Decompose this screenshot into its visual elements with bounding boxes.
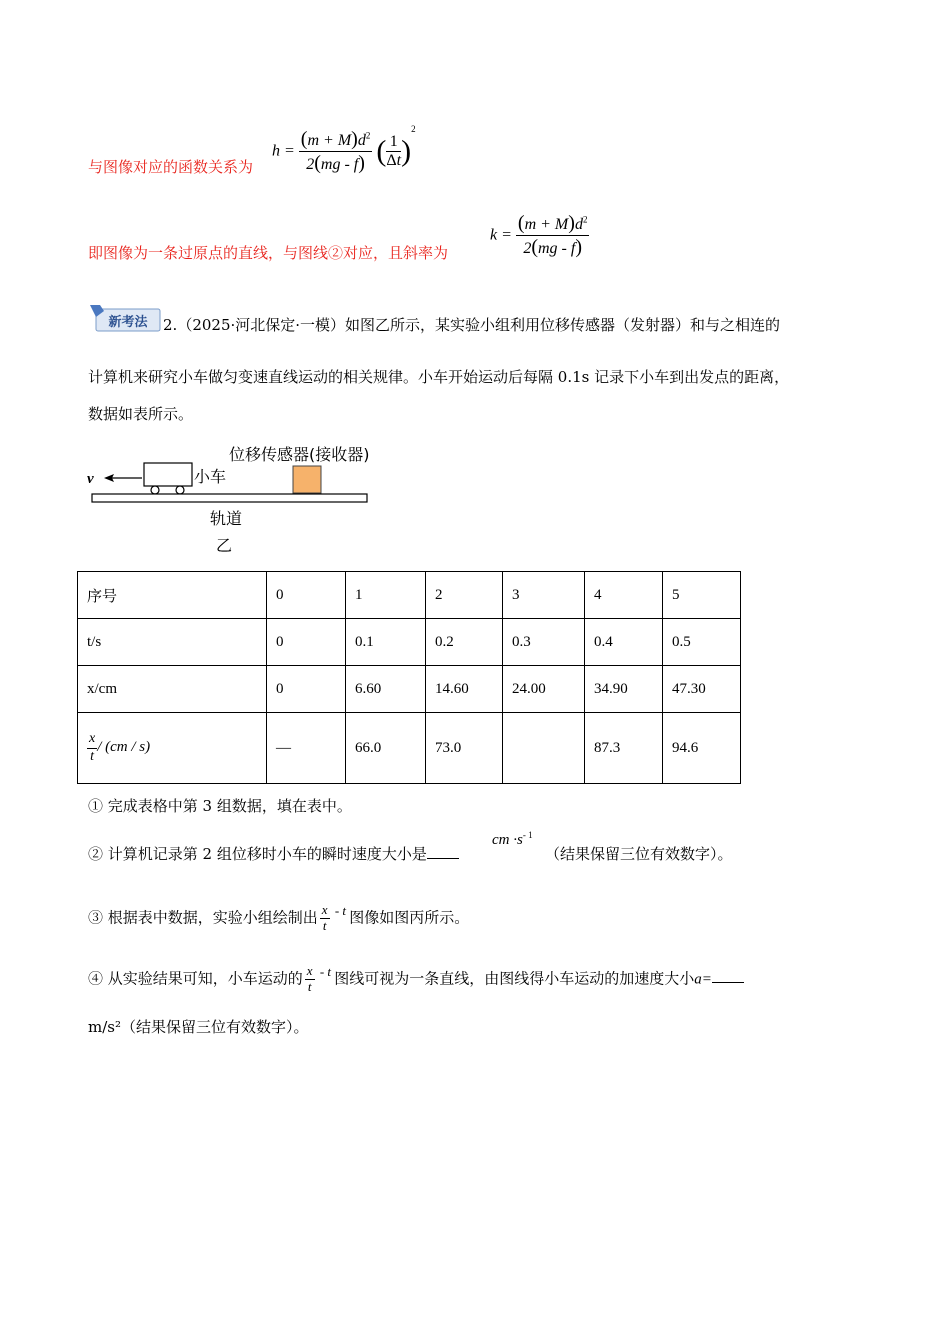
- question-line-2: 计算机来研究小车做匀变速直线运动的相关规律。小车开始运动后每隔 0.1s 记录下小车到出发点的距离，: [88, 368, 790, 386]
- table-cell: 5: [663, 572, 741, 619]
- table-cell: 6.60: [346, 666, 426, 713]
- table-cell: 0: [267, 666, 346, 713]
- table-cell: 66.0: [346, 713, 426, 784]
- badge-icon: [88, 303, 162, 333]
- formula-h-fraction: $\frac{(m + M)d^2}{2(mg - f)}$: [300, 128, 371, 174]
- item-q4: ④ 从实验结果可知，小车运动的 $\frac{x}{t}$ - t 图线可视为一条直线，由图线得小车运动的加速度大小a=: [88, 964, 744, 995]
- formula-k-fraction: $\frac{(m + M)d^2}{2(mg - f)}$: [517, 212, 588, 258]
- item-q3: ③ 根据表中数据，实验小组绘制出 $\frac{x}{t}$ - t 图像如图丙所示。: [88, 902, 470, 933]
- table-row: [78, 619, 741, 666]
- item-q4-text-b: 图线可视为一条直线，由图线得小车运动的加速度大小: [334, 969, 695, 988]
- item-q3-text-b: 图像如图丙所示。: [349, 908, 470, 927]
- new-method-badge: [88, 303, 162, 331]
- question-text-1: （2025·河北保定·一模）如图乙所示，某实验小组利用位移传感器（发射器）和与之相连的: [177, 316, 781, 334]
- table-cell: —: [267, 713, 346, 784]
- table-cell-ratio-header: $\frac{x}{t}$ / (cm / s): [78, 713, 267, 784]
- velocity-label: v: [87, 471, 94, 487]
- car-wheel-left: [151, 486, 159, 494]
- table-cell: 0.3: [503, 619, 585, 666]
- car-body: [144, 463, 192, 486]
- table-cell: 87.3: [585, 713, 663, 784]
- table-cell: 1: [346, 572, 426, 619]
- car-wheel-right: [176, 486, 184, 494]
- table-cell: 0.5: [663, 619, 741, 666]
- item-q2-text-b: （结果保留三位有效数字）。: [545, 845, 733, 863]
- track: [92, 494, 367, 502]
- item-q4-var: a=: [694, 971, 712, 988]
- table-cell: 73.0: [426, 713, 503, 784]
- item-q4-text-a: ④ 从实验结果可知，小车运动的: [88, 969, 303, 988]
- item-q2-text-a: ② 计算机记录第 2 组位移时小车的瞬时速度大小是: [88, 845, 427, 863]
- table-cell: 4: [585, 572, 663, 619]
- badge-label: 新考法: [108, 315, 148, 330]
- table-cell: 94.6: [663, 713, 741, 784]
- table-cell: 34.90: [585, 666, 663, 713]
- table-cell: 47.30: [663, 666, 741, 713]
- item-q3-text-a: ③ 根据表中数据，实验小组绘制出: [88, 908, 318, 927]
- table-cell: 0.4: [585, 619, 663, 666]
- sensor-label: 位移传感器(接收器): [229, 445, 370, 464]
- table-cell: 0.1: [346, 619, 426, 666]
- table-cell: x/cm: [78, 666, 267, 713]
- solution-line-1: [88, 156, 253, 177]
- table-cell: 3: [503, 572, 585, 619]
- table-cell: 0: [267, 572, 346, 619]
- table-row: [78, 666, 741, 713]
- table-row: [78, 572, 741, 619]
- question-number: 2.: [163, 316, 178, 334]
- question-line-3: 数据如表所示。: [88, 405, 194, 423]
- answer-blank-q4[interactable]: [712, 968, 744, 983]
- figure-caption: 乙: [216, 536, 233, 555]
- table-cell-blank[interactable]: [503, 713, 585, 784]
- table-cell: 0.2: [426, 619, 503, 666]
- data-table: [77, 571, 741, 784]
- table-cell: 2: [426, 572, 503, 619]
- table-cell: 序号: [78, 572, 267, 619]
- track-label: 轨道: [210, 509, 243, 528]
- car-label: 小车: [194, 467, 227, 486]
- answer-blank-q2[interactable]: [427, 844, 459, 859]
- item-q4-text-c: m/s²（结果保留三位有效数字）。: [88, 1018, 309, 1036]
- solution-text-2: 即图像为一条过原点的直线，与图线②对应，且斜率为: [88, 244, 449, 262]
- question-line-1: [163, 314, 780, 335]
- formula-k: k = $\frac{(m + M)d^2}{2(mg - f)}$: [490, 212, 588, 258]
- item-q1: ① 完成表格中第 3 组数据，填在表中。: [88, 797, 352, 815]
- sensor-block: [293, 466, 321, 493]
- table-cell: t/s: [78, 619, 267, 666]
- table-cell: 14.60: [426, 666, 503, 713]
- table-cell: 0: [267, 619, 346, 666]
- table-row: [78, 713, 741, 784]
- experiment-figure: [84, 438, 394, 558]
- solution-text-1: 与图像对应的函数关系为: [88, 158, 254, 176]
- item-q2: [88, 843, 459, 864]
- formula-h: h = $\frac{(m + M)d^2}{2(mg - f)}$ ( $\frac{1}{\Delta t}$ )$^2$: [272, 124, 416, 174]
- table-cell: 24.00: [503, 666, 585, 713]
- solution-line-2: [88, 242, 448, 263]
- q2-unit: cm $\cdot s^{- 1}$: [492, 830, 533, 848]
